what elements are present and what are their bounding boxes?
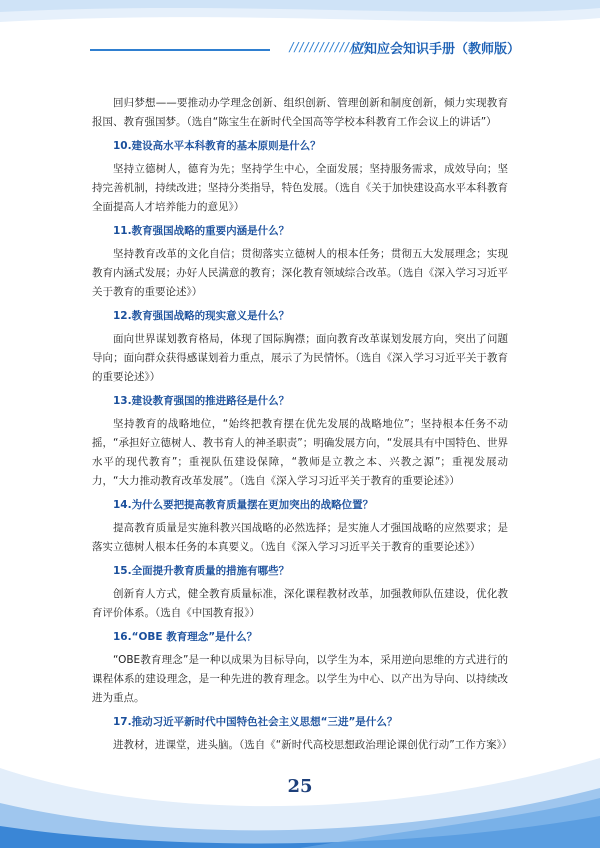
question-12: 12.教育强国战略的现实意义是什么？ — [113, 310, 290, 322]
answer-10: 坚持立德树人，德育为先；坚持学生中心，全面发展；坚持服务需求，成效导向；坚持完善机制，持续改进；坚持分类指导，特色发展。（选自《关于加快建设高水平本科教育全面提高人才培养能力的意见》） — [92, 163, 508, 213]
header-rule — [90, 49, 270, 51]
top-wave-decoration — [0, 0, 600, 70]
page-content — [92, 94, 513, 760]
answer-11: 坚持教育改革的文化自信；贯彻落实立德树人的根本任务；贯彻五大发展理念；实现教育内涵式发展；办好人民满意的教育；深化教育领域综合改革。（选自《深入学习习近平关于教育的重要论述》） — [92, 248, 508, 298]
answer-17: 进教材，进课堂，进头脑。（选自《“新时代高校思想政治理论课创优行动”工作方案》） — [113, 739, 513, 751]
answer-15: 创新育人方式，健全教育质量标准，深化课程教材改革，加强教师队伍建设，优化教育评价体系。（选自《中国教育报》） — [92, 588, 508, 619]
answer-13: 坚持教育的战略地位，“始终把教育摆在优先发展的战略地位”；坚持根本任务不动摇，“承担好立德树人、教书育人的神圣职责”；明确发展方向，“发展具有中国特色、世界水平的现代教育”；重视队伍建设保障，“教师是立教之本、兴教之源”；重视发展动力，“大力推动教育改革发展”。（选自《深入学习习近平关于教育的重要论述》） — [92, 418, 508, 487]
question-16: 16.“OBE 教育理念”是什么？ — [113, 631, 258, 643]
answer-14: 提高教育质量是实施科教兴国战略的必然选择；是实施人才强国战略的应然要求；是落实立德树人根本任务的本真要义。（选自《深入学习习近平关于教育的重要论述》） — [92, 522, 508, 553]
question-11: 11.教育强国战略的重要内涵是什么？ — [113, 225, 290, 237]
question-13: 13.建设教育强国的推进路径是什么？ — [113, 395, 290, 407]
page-number: 25 — [287, 776, 313, 797]
question-14: 14.为什么要把提高教育质量摆在更加突出的战略位置？ — [113, 499, 374, 511]
answer-12: 面向世界谋划教育格局，体现了国际胸襟；面向教育改革谋划发展方向，突出了问题导向；面向群众获得感谋划着力重点，展示了为民情怀。（选自《深入学习习近平关于教育的重要论述》） — [92, 333, 508, 383]
page-header — [90, 38, 520, 58]
question-10: 10.建设高水平本科教育的基本原则是什么？ — [113, 140, 321, 152]
header-title: 应知应会知识手册（教师版） — [350, 42, 520, 57]
intro-paragraph: 回归梦想——要推动办学理念创新、组织创新、管理创新和制度创新，倾力实现教育报国、教育强国梦。（选自“陈宝生在新时代全国高等学校本科教育工作会议上的讲话”） — [92, 97, 508, 128]
bottom-wave-decoration — [0, 728, 600, 848]
header-slashes: //////////////// — [289, 40, 370, 54]
question-17: 17.推动习近平新时代中国特色社会主义思想“三进”是什么？ — [113, 716, 398, 728]
answer-16: “OBE教育理念”是一种以成果为目标导向，以学生为本，采用逆向思维的方式进行的课程体系的建设理念，是一种先进的教育理念。以学生为中心、以产出为导向、以持续改进为重点。 — [92, 654, 508, 704]
question-15: 15.全面提升教育质量的措施有哪些？ — [113, 565, 290, 577]
